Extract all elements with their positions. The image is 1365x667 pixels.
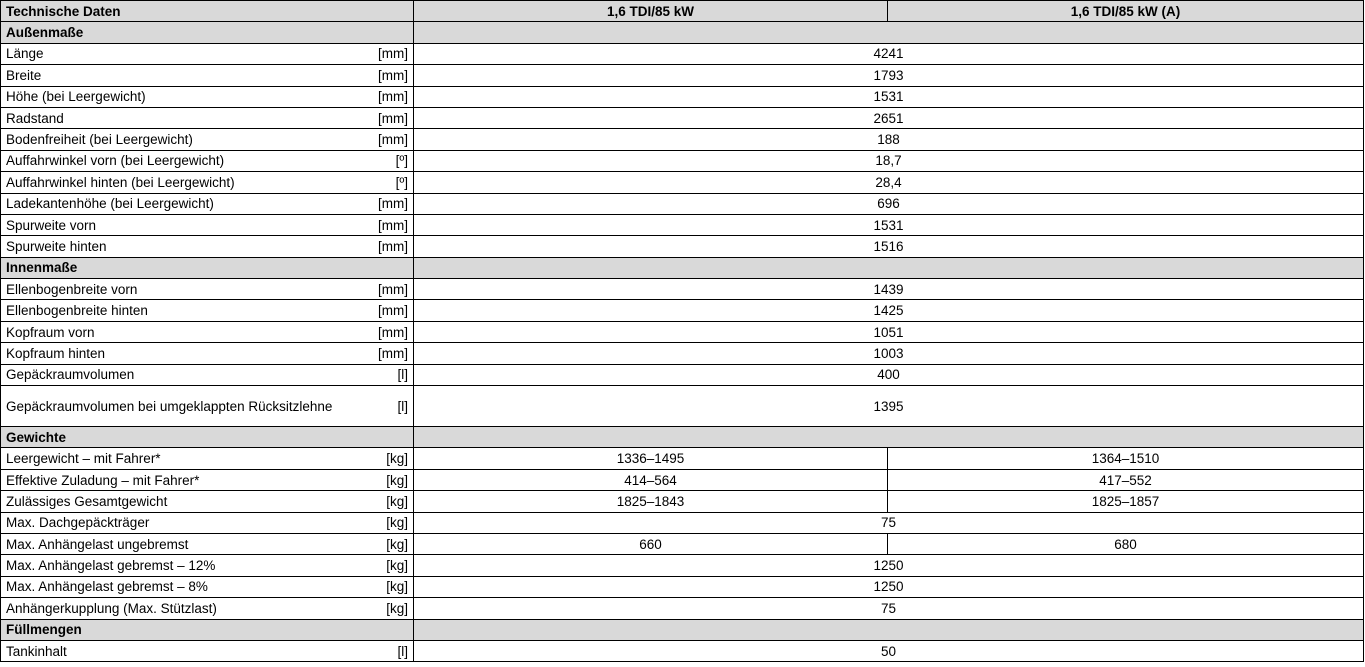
row-value-col1: 1336–1495 [414,448,888,469]
row-unit: [mm] [361,193,414,214]
row-label: Zulässiges Gesamtgewicht [1,491,361,512]
table-row [1,576,1364,597]
row-unit: [mm] [361,236,414,257]
row-label: Max. Anhängelast gebremst – 12% [1,555,361,576]
table-row [1,555,1364,576]
section-fill [414,619,1364,640]
row-label: Spurweite vorn [1,214,361,235]
row-label: Bodenfreiheit (bei Leergewicht) [1,129,361,150]
row-unit: [l] [361,386,414,427]
row-value: 1439 [414,279,1364,300]
row-value: 188 [414,129,1364,150]
row-unit: [mm] [361,129,414,150]
table-row [1,129,1364,150]
row-value: 1250 [414,555,1364,576]
row-value: 75 [414,512,1364,533]
row-unit: [mm] [361,300,414,321]
row-value: 1531 [414,86,1364,107]
table-row [1,640,1364,661]
row-unit: [º] [361,172,414,193]
row-unit: [mm] [361,43,414,64]
row-label: Leergewicht – mit Fahrer* [1,448,361,469]
row-value: 1250 [414,576,1364,597]
row-label: Tankinhalt [1,640,361,661]
row-unit: [mm] [361,214,414,235]
row-value-col1: 414–564 [414,469,888,490]
row-label: Kopfraum hinten [1,343,361,364]
row-unit: [l] [361,364,414,385]
header-column-2: 1,6 TDI/85 kW (A) [888,1,1364,22]
table-row [1,491,1364,512]
table-row [1,469,1364,490]
section-header-row [1,257,1364,278]
row-unit: [mm] [361,343,414,364]
row-unit: [kg] [361,555,414,576]
row-label: Max. Anhängelast ungebremst [1,533,361,554]
row-label: Länge [1,43,361,64]
table-row [1,214,1364,235]
table-header-row [1,1,1364,22]
row-unit: [kg] [361,491,414,512]
row-value: 1051 [414,321,1364,342]
section-header-row [1,427,1364,448]
row-label: Höhe (bei Leergewicht) [1,86,361,107]
row-label: Radstand [1,107,361,128]
table-row [1,364,1364,385]
row-value: 1531 [414,214,1364,235]
table-row [1,300,1364,321]
row-value: 1793 [414,65,1364,86]
table-row [1,533,1364,554]
row-unit: [l] [361,640,414,661]
section-header-row [1,22,1364,43]
table-row [1,43,1364,64]
row-label: Spurweite hinten [1,236,361,257]
row-value: 1395 [414,386,1364,427]
table-row [1,448,1364,469]
row-value-col1: 1825–1843 [414,491,888,512]
section-fill [414,22,1364,43]
row-value: 18,7 [414,150,1364,171]
table-row [1,150,1364,171]
table-row [1,193,1364,214]
table-body [1,1,1364,662]
row-value: 2651 [414,107,1364,128]
row-value-col2: 680 [888,533,1364,554]
table-row [1,386,1364,427]
row-unit: [kg] [361,448,414,469]
row-unit: [mm] [361,86,414,107]
row-value: 1516 [414,236,1364,257]
row-unit: [kg] [361,512,414,533]
header-column-1: 1,6 TDI/85 kW [414,1,888,22]
row-label: Ladekantenhöhe (bei Leergewicht) [1,193,361,214]
section-fill [414,427,1364,448]
section-label: Gewichte [1,427,414,448]
table-row [1,343,1364,364]
row-label: Breite [1,65,361,86]
row-value: 75 [414,598,1364,619]
row-label: Effektive Zuladung – mit Fahrer* [1,469,361,490]
row-value-col2: 1825–1857 [888,491,1364,512]
row-value: 28,4 [414,172,1364,193]
row-unit: [kg] [361,576,414,597]
row-unit: [º] [361,150,414,171]
table-row [1,512,1364,533]
table-row [1,279,1364,300]
row-value-col1: 660 [414,533,888,554]
row-label: Auffahrwinkel vorn (bei Leergewicht) [1,150,361,171]
section-header-row [1,619,1364,640]
section-label: Füllmengen [1,619,414,640]
table-row [1,107,1364,128]
row-label: Ellenbogenbreite hinten [1,300,361,321]
table-row [1,598,1364,619]
table-row [1,172,1364,193]
row-label: Max. Anhängelast gebremst – 8% [1,576,361,597]
row-unit: [kg] [361,533,414,554]
row-unit: [mm] [361,279,414,300]
row-label: Gepäckraumvolumen bei umgeklappten Rücksitzlehne [1,386,361,427]
row-value: 1425 [414,300,1364,321]
row-value: 400 [414,364,1364,385]
row-unit: [mm] [361,107,414,128]
row-unit: [mm] [361,321,414,342]
header-title: Technische Daten [1,1,414,22]
row-value: 50 [414,640,1364,661]
table-row [1,321,1364,342]
row-value-col2: 417–552 [888,469,1364,490]
table-row [1,65,1364,86]
row-unit: [kg] [361,469,414,490]
row-value: 4241 [414,43,1364,64]
row-label: Gepäckraumvolumen [1,364,361,385]
row-label: Anhängerkupplung (Max. Stützlast) [1,598,361,619]
table-row [1,86,1364,107]
row-value-col2: 1364–1510 [888,448,1364,469]
row-value: 696 [414,193,1364,214]
row-label: Auffahrwinkel hinten (bei Leergewicht) [1,172,361,193]
section-fill [414,257,1364,278]
table-row [1,236,1364,257]
row-label: Max. Dachgepäckträger [1,512,361,533]
row-unit: [kg] [361,598,414,619]
section-label: Außenmaße [1,22,414,43]
row-label: Kopfraum vorn [1,321,361,342]
row-label: Ellenbogenbreite vorn [1,279,361,300]
row-value: 1003 [414,343,1364,364]
section-label: Innenmaße [1,257,414,278]
row-unit: [mm] [361,65,414,86]
